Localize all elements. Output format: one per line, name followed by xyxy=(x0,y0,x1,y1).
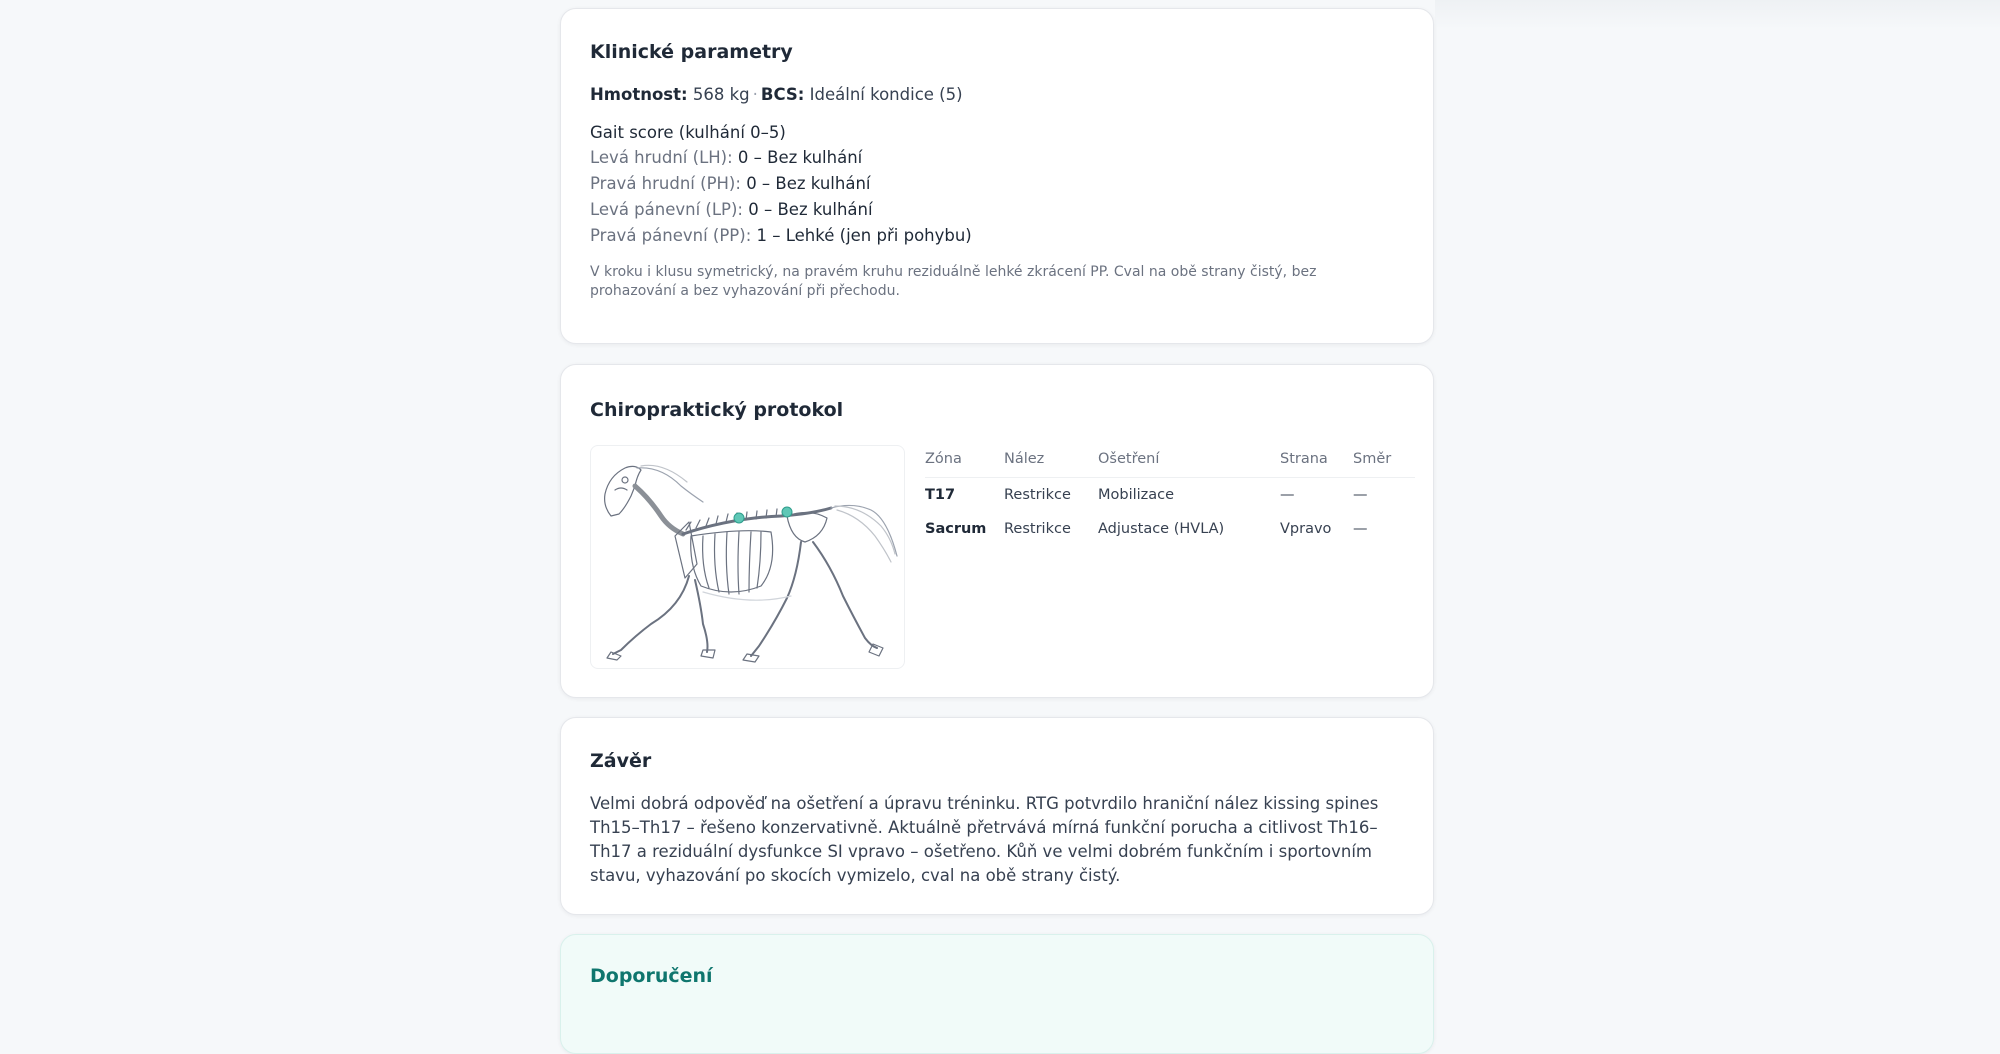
table-row xyxy=(925,512,1415,546)
gait-label: Levá hrudní (LH): xyxy=(590,148,733,167)
cell-treatment: Adjustace (HVLA) xyxy=(1098,521,1225,537)
cell-zone: T17 xyxy=(925,487,956,503)
report-column xyxy=(560,8,1434,1054)
gait-label: Pravá hrudní (PH): xyxy=(590,174,741,193)
summary-title: Závěr xyxy=(590,750,652,772)
cell-finding: Restrikce xyxy=(1004,521,1071,537)
weight-bcs-line xyxy=(590,83,1404,107)
gait-label: Levá pánevní (LP): xyxy=(590,200,743,219)
bcs-label: BCS: xyxy=(760,85,805,104)
bcs-value: Ideální kondice (5) xyxy=(809,85,963,104)
recommendation-title: Doporučení xyxy=(590,965,713,987)
marker-t17 xyxy=(734,513,744,523)
horse-skeleton-diagram xyxy=(590,445,905,669)
chiro-body xyxy=(590,445,1404,671)
gait-value: 1 – Lehké (jen při pohybu) xyxy=(756,226,972,245)
weight-value: 568 kg xyxy=(692,85,750,104)
gait-row-ph xyxy=(590,171,1404,197)
gait-row-lp xyxy=(590,197,1404,223)
gait-row-pp xyxy=(590,223,1404,249)
horse-skeleton-illustration xyxy=(591,446,905,669)
gait-value: 0 – Bez kulhání xyxy=(737,148,863,167)
separator-dot: · xyxy=(752,85,758,104)
cell-direction: — xyxy=(1353,487,1368,503)
table-row xyxy=(925,478,1415,513)
cell-side: — xyxy=(1280,487,1295,503)
cell-side: Vpravo xyxy=(1280,521,1332,537)
clinical-parameters-card xyxy=(560,8,1434,344)
cell-treatment: Mobilizace xyxy=(1098,487,1175,503)
protocol-table xyxy=(925,441,1415,546)
column-header-finding: Nález xyxy=(1004,441,1098,478)
cell-direction: — xyxy=(1353,521,1368,537)
table-header-row xyxy=(925,441,1415,478)
cell-finding: Restrikce xyxy=(1004,487,1071,503)
chiropractic-protocol-card xyxy=(560,364,1434,698)
column-header-side: Strana xyxy=(1280,441,1353,478)
cell-zone: Sacrum xyxy=(925,521,987,537)
column-header-treatment: Ošetření xyxy=(1098,441,1280,478)
summary-card xyxy=(560,717,1434,915)
gait-value: 0 – Bez kulhání xyxy=(748,200,873,219)
clinical-title: Klinické parametry xyxy=(590,41,793,63)
gait-note: V kroku i klusu symetrický, na pravém kruhu reziduálně lehké zkrácení PP. Cval na obě strany čistý, bez prohazování a bez vyhazování při přechodu. xyxy=(590,264,1317,299)
column-header-direction: Směr xyxy=(1353,441,1415,478)
gait-row-lh xyxy=(590,145,1404,171)
chiro-title: Chiropraktický protokol xyxy=(590,399,844,421)
summary-text: Velmi dobrá odpověď na ošetření a úpravu tréninku. RTG potvrdilo hraniční nález kissing spines Th15–Th17 – řešeno konzervativně. Aktuálně přetrvává mírná funkční porucha a citlivost Th16–Th17 a reziduální dysfunkce SI vpravo – ošetřeno. Kůň ve velmi dobrém funkčním i sportovním stavu, vyhazování po skocích vymizelo, cval na obě strany čistý. xyxy=(590,794,1379,885)
top-shadow xyxy=(1435,0,2000,30)
column-header-zone: Zóna xyxy=(925,441,1004,478)
gait-label: Pravá pánevní (PP): xyxy=(590,226,752,245)
gait-title: Gait score (kulhání 0–5) xyxy=(590,123,786,142)
recommendation-card xyxy=(560,934,1434,1054)
gait-value: 0 – Bez kulhání xyxy=(746,174,871,193)
marker-sacrum xyxy=(782,507,792,517)
weight-label: Hmotnost: xyxy=(590,85,688,104)
